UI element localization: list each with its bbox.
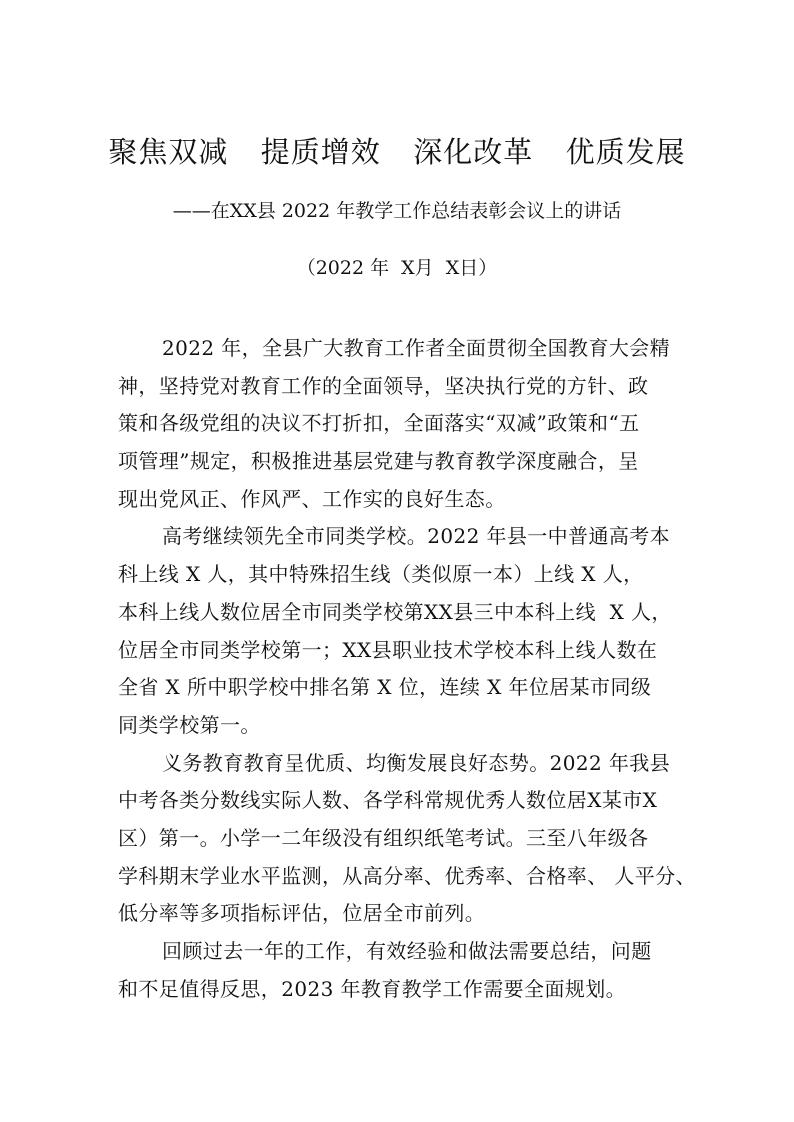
document-date: （2022 年 X月 X日） bbox=[296, 257, 498, 279]
paragraph-line: 项管理”规定，积极推进基层党建与教育教学深度融合，呈 bbox=[118, 449, 639, 474]
paragraph-line: 现出党风正、作风严、工作实的良好生态。 bbox=[118, 486, 506, 511]
paragraph-line: 位居全市同类学校第一；XX县职业技术学校本科上线人数在 bbox=[118, 637, 658, 662]
paragraph-line: 同类学校第一。 bbox=[118, 712, 261, 737]
paragraph-line: 全省 X 所中职学校中排名第 X 位，连续 X 年位居某市同级 bbox=[118, 675, 652, 700]
paragraph-line: 中考各类分数线实际人数、各学科常规优秀人数位居X某市X bbox=[118, 788, 658, 813]
paragraph-line: 义务教育教育呈优质、均衡发展良好态势。2022 年我县 bbox=[162, 750, 671, 775]
paragraph-line: 策和各级党组的决议不打折扣，全面落实“双减”政策和“五 bbox=[118, 411, 640, 436]
document-body bbox=[118, 330, 698, 1008]
paragraph-line: 科上线 X 人，其中特殊招生线（类似原一本）上线 X 人， bbox=[118, 562, 644, 587]
paragraph-line: 回顾过去一年的工作，有效经验和做法需要总结，问题 bbox=[162, 939, 652, 963]
paragraph-line: 学科期末学业水平监测，从高分率、优秀率、合格率、 人平分、 bbox=[118, 863, 696, 888]
paragraph-line: 高考继续领先全市同类学校。2022 年县一中普通高考本 bbox=[162, 524, 671, 549]
paragraph-line: 本科上线人数位居全市同类学校第XX县三中本科上线 X 人， bbox=[118, 599, 672, 624]
paragraph-line: 神，坚持党对教育工作的全面领导，坚决执行党的方针、政 bbox=[118, 373, 649, 398]
paragraph-line: 2022 年，全县广大教育工作者全面贯彻全国教育大会精 bbox=[162, 336, 671, 360]
document-subtitle: ——在XX县 2022 年教学工作总结表彰会议上的讲话 bbox=[172, 200, 622, 222]
paragraph-line: 区）第一。小学一二年级没有组织纸笔考试。三至八年级各 bbox=[118, 825, 649, 850]
paragraph-line: 低分率等多项指标评估，位居全市前列。 bbox=[118, 901, 486, 926]
document-title: 聚焦双减 提质增效 深化改革 优质发展 bbox=[108, 135, 686, 169]
paragraph-line: 和不足值得反思，2023 年教育教学工作需要全面规划。 bbox=[118, 976, 627, 1001]
